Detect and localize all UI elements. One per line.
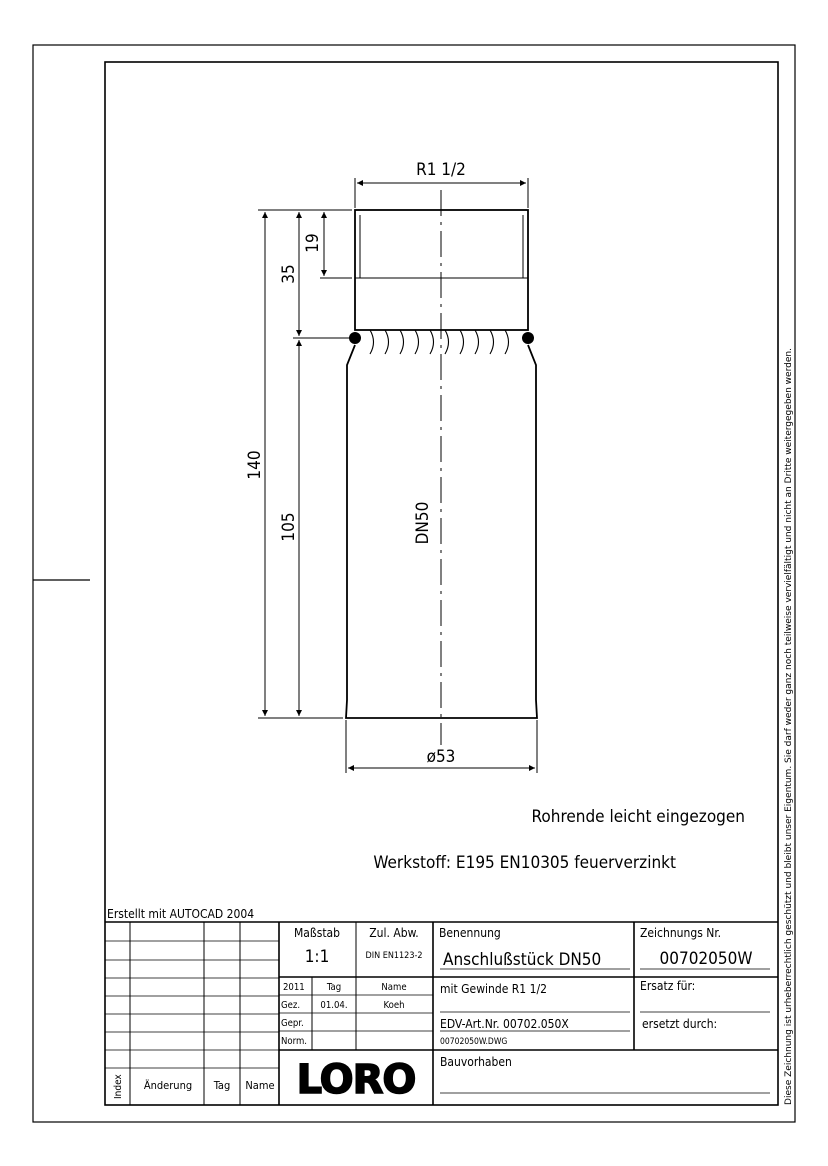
svg-text:LORO: LORO <box>296 1057 416 1103</box>
rev-day-header: Tag <box>213 1079 231 1092</box>
designation-label: Benennung <box>439 926 501 940</box>
day-header: Tag <box>326 982 342 993</box>
year-value: 2011 <box>283 982 305 993</box>
dim-upper-height-label: 35 <box>279 264 299 284</box>
rev-index-header: Index <box>113 1074 124 1099</box>
drawing-no-value: 00702050W <box>659 949 753 969</box>
dimension-total-height <box>258 210 352 718</box>
tolerance-label: Zul. Abw. <box>369 926 419 940</box>
replaced-by-label: ersetzt durch: <box>642 1017 718 1031</box>
dim-diameter-label: ø53 <box>426 747 456 767</box>
nominal-size-label: DN50 <box>413 501 433 545</box>
dim-lower-height-label: 105 <box>279 512 299 542</box>
drawing-no-label: Zeichnungs Nr. <box>640 926 722 940</box>
scale-value: 1:1 <box>304 947 330 967</box>
copyright-notice: Diese Zeichnung ist urheberrechtlich geschützt und bleibt unser Eigentum. Sie darf weder ganz noch teilweise vervielfältigt und nicht an Dritte weitergegeben werden. <box>784 455 794 1105</box>
drawn-name: Koeh <box>383 1000 405 1011</box>
note-drawn-in: Rohrende leicht eingezogen <box>531 807 745 827</box>
designation-value: Anschlußstück DN50 <box>443 950 602 970</box>
sub-designation: mit Gewinde R1 1/2 <box>440 982 547 996</box>
drawn-date: 01.04. <box>320 1000 348 1011</box>
dimension-thread-length <box>320 212 352 278</box>
note-material: Werkstoff: E195 EN10305 feuerverzinkt <box>373 853 676 873</box>
file-name: 00702050W.DWG <box>440 1037 508 1047</box>
dim-total-height-label: 140 <box>245 450 265 480</box>
drawn-label: Gez. <box>281 1000 301 1011</box>
name-header: Name <box>381 982 407 993</box>
loro-logo <box>297 1057 416 1103</box>
norm-label: Norm. <box>281 1036 308 1047</box>
replaces-label: Ersatz für: <box>640 979 696 993</box>
dimension-upper-height <box>293 212 350 338</box>
article-no: EDV-Art.Nr. 00702.050X <box>440 1017 569 1031</box>
checked-label: Gepr. <box>281 1018 304 1029</box>
rev-name-header: Name <box>245 1079 275 1092</box>
scale-label: Maßstab <box>293 926 341 940</box>
dim-thread-label: R1 1/2 <box>416 160 466 180</box>
dim-thread-length-label: 19 <box>303 233 323 253</box>
tolerance-value: DIN EN1123-2 <box>365 951 423 961</box>
rev-change-header: Änderung <box>143 1079 193 1092</box>
project-label: Bauvorhaben <box>440 1055 512 1069</box>
created-with-label: Erstellt mit AUTOCAD 2004 <box>107 907 255 921</box>
